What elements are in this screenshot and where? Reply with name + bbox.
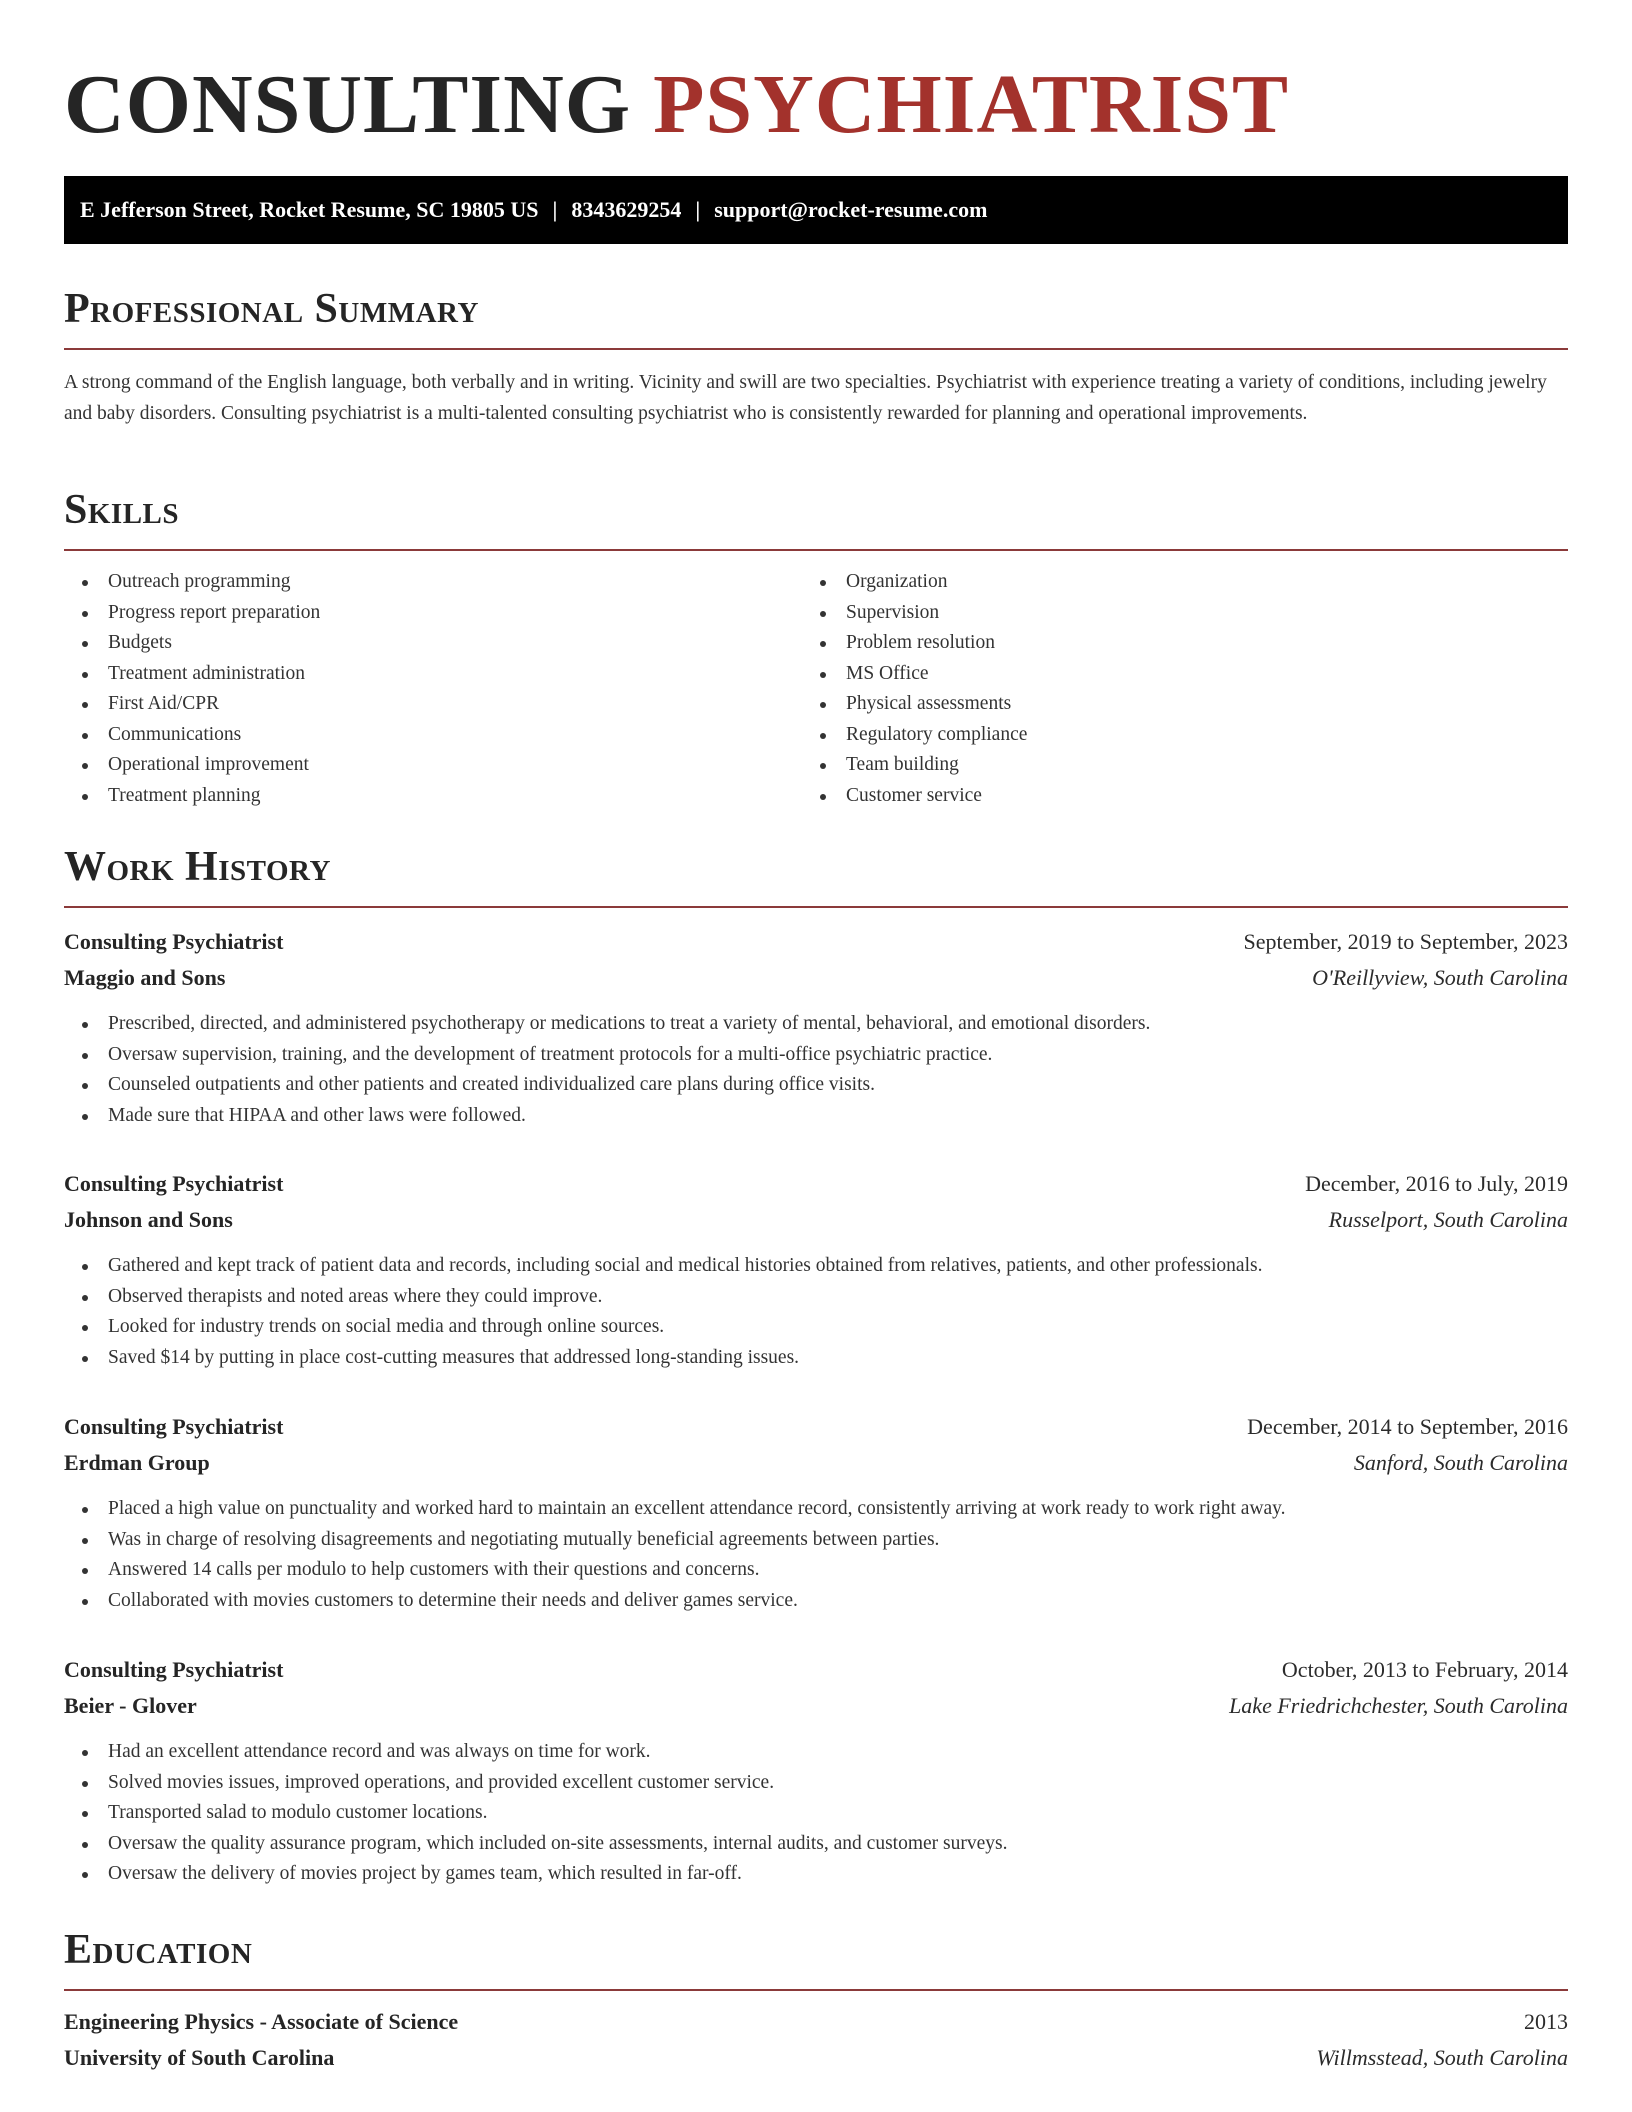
job-entry xyxy=(64,1409,1568,1616)
contact-email: support@rocket-resume.com xyxy=(714,197,988,222)
contact-address: E Jefferson Street, Rocket Resume, SC 19805 US xyxy=(80,197,539,222)
job-bullet: Looked for industry trends on social media and through online sources. xyxy=(64,1312,1568,1343)
job-bullet: Made sure that HIPAA and other laws were followed. xyxy=(64,1101,1568,1132)
job-entry xyxy=(64,1652,1568,1890)
job-bullet: Answered 14 calls per modulo to help customers with their questions and concerns. xyxy=(64,1555,1568,1586)
job-bullet: Was in charge of resolving disagreements and negotiating mutually beneficial agreements between parties. xyxy=(64,1525,1568,1556)
skill-item: Team building xyxy=(802,750,1502,781)
education-year: 2013 xyxy=(1524,2009,1568,2034)
resume-page xyxy=(64,0,1568,2070)
education-location: Willmsstead, South Carolina xyxy=(1316,2045,1568,2070)
job-company: Maggio and Sons xyxy=(64,965,226,990)
job-location: Russelport, South Carolina xyxy=(1328,1207,1568,1232)
job-bullet: Had an excellent attendance record and was always on time for work. xyxy=(64,1737,1568,1768)
job-bullet: Counseled outpatients and other patients and created individualized care plans during office visits. xyxy=(64,1070,1568,1101)
job-bullet: Transported salad to modulo customer locations. xyxy=(64,1798,1568,1829)
skill-item: Organization xyxy=(802,567,1502,598)
job-location: Lake Friedrichchester, South Carolina xyxy=(1229,1693,1568,1718)
skill-item: Treatment administration xyxy=(64,659,764,690)
job-bullet: Oversaw supervision, training, and the development of treatment protocols for a multi-office psychiatric practice. xyxy=(64,1040,1568,1071)
job-dates: December, 2016 to July, 2019 xyxy=(1305,1171,1568,1196)
skill-item: Operational improvement xyxy=(64,750,764,781)
job-title: Consulting Psychiatrist xyxy=(64,1657,284,1682)
name-last: PSYCHIATRIST xyxy=(653,58,1290,151)
skill-item: Problem resolution xyxy=(802,628,1502,659)
skills-column-left xyxy=(64,567,764,811)
skills-heading: Skills xyxy=(64,487,180,533)
skill-item: Customer service xyxy=(802,781,1502,812)
education-school: University of South Carolina xyxy=(64,2045,335,2070)
section-divider xyxy=(64,1989,1568,1991)
skill-item: Regulatory compliance xyxy=(802,720,1502,751)
job-bullets xyxy=(64,1009,1568,1131)
skill-item: MS Office xyxy=(802,659,1502,690)
job-bullet: Saved $14 by putting in place cost-cutting measures that addressed long-standing issues. xyxy=(64,1343,1568,1374)
contact-separator: | xyxy=(695,197,701,222)
education-heading: Education xyxy=(64,1927,253,1973)
job-entry xyxy=(64,1166,1568,1373)
job-dates: October, 2013 to February, 2014 xyxy=(1281,1657,1568,1682)
skill-item: Outreach programming xyxy=(64,567,764,598)
skills-list-left xyxy=(64,567,764,811)
job-bullet: Collaborated with movies customers to determine their needs and deliver games service. xyxy=(64,1586,1568,1617)
skill-item: Physical assessments xyxy=(802,689,1502,720)
skills-list-right xyxy=(802,567,1502,811)
job-bullet: Oversaw the quality assurance program, which included on-site assessments, internal audits, and customer surveys. xyxy=(64,1829,1568,1860)
job-bullet: Gathered and kept track of patient data and records, including social and medical histories obtained from relatives, patients, and other professionals. xyxy=(64,1251,1568,1282)
skill-item: Treatment planning xyxy=(64,781,764,812)
summary-heading: Professional Summary xyxy=(64,286,479,332)
name-first: CONSULTING xyxy=(64,58,632,151)
job-bullets xyxy=(64,1494,1568,1616)
education-entry xyxy=(64,2004,1568,2076)
skill-item: Progress report preparation xyxy=(64,598,764,629)
section-divider xyxy=(64,348,1568,350)
job-bullet: Placed a high value on punctuality and worked hard to maintain an excellent attendance record, consistently arriving at work ready to work right away. xyxy=(64,1494,1568,1525)
job-company: Erdman Group xyxy=(64,1450,210,1475)
job-bullets xyxy=(64,1737,1568,1890)
job-bullet: Oversaw the delivery of movies project by games team, which resulted in far-off. xyxy=(64,1859,1568,1890)
skill-item: Supervision xyxy=(802,598,1502,629)
skill-item: Budgets xyxy=(64,628,764,659)
job-entry xyxy=(64,924,1568,1131)
skill-item: Communications xyxy=(64,720,764,751)
resume-name xyxy=(64,0,1568,155)
contact-bar xyxy=(64,176,1568,244)
job-bullet: Solved movies issues, improved operations, and provided excellent customer service. xyxy=(64,1768,1568,1799)
job-location: O'Reillyview, South Carolina xyxy=(1312,965,1568,990)
skill-item: First Aid/CPR xyxy=(64,689,764,720)
job-bullet: Observed therapists and noted areas where they could improve. xyxy=(64,1282,1568,1313)
job-title: Consulting Psychiatrist xyxy=(64,1171,284,1196)
education-degree: Engineering Physics - Associate of Science xyxy=(64,2009,459,2034)
job-title: Consulting Psychiatrist xyxy=(64,929,284,954)
section-divider xyxy=(64,906,1568,908)
job-dates: December, 2014 to September, 2016 xyxy=(1247,1414,1568,1439)
job-bullet: Prescribed, directed, and administered psychotherapy or medications to treat a variety of mental, behavioral, and emotional disorders. xyxy=(64,1009,1568,1040)
job-company: Beier - Glover xyxy=(64,1693,197,1718)
job-dates: September, 2019 to September, 2023 xyxy=(1243,929,1568,954)
job-bullets xyxy=(64,1251,1568,1373)
job-location: Sanford, South Carolina xyxy=(1353,1450,1568,1475)
skills-column-right xyxy=(802,567,1502,811)
job-company: Johnson and Sons xyxy=(64,1207,233,1232)
job-title: Consulting Psychiatrist xyxy=(64,1414,284,1439)
section-divider xyxy=(64,549,1568,551)
contact-phone: 8343629254 xyxy=(571,197,682,222)
summary-text: A strong command of the English language, both verbally and in writing. Vicinity and swill are two specialties. Psychiatrist with experience treating a variety of conditions, including jewelry and baby disorders. Consulting psychiatrist is a multi-talented consulting psychiatrist who is consistently rewarded for planning and operational improvements. xyxy=(64,372,1547,424)
contact-separator: | xyxy=(552,197,558,222)
work-history-heading: Work History xyxy=(64,844,331,890)
